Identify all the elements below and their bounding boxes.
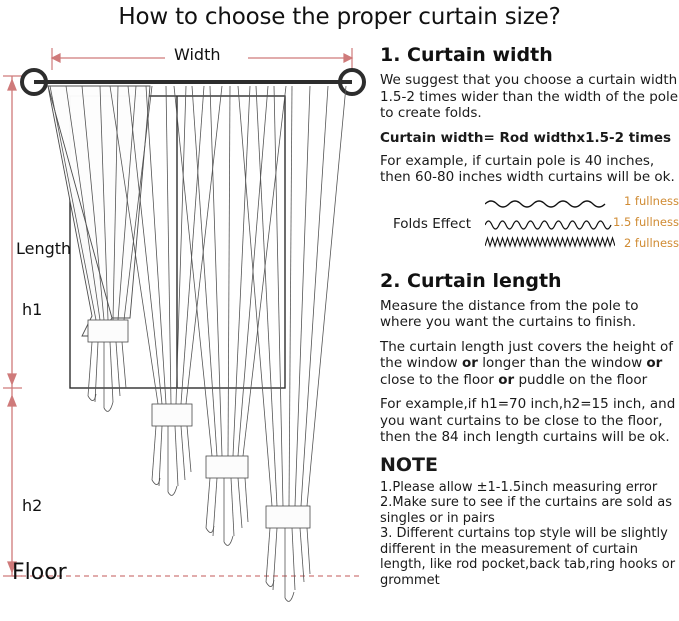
label-h2: h2 bbox=[22, 496, 43, 515]
label-length: Length bbox=[16, 239, 72, 258]
curtain-diagram-svg bbox=[0, 36, 380, 617]
curtain-diagram bbox=[0, 36, 380, 617]
section-length-heading: 2. Curtain length bbox=[380, 269, 562, 292]
curtain-width-formula: Curtain width= Rod widthx1.5-2 times bbox=[380, 129, 672, 146]
length-p2-part1: The curtain length just covers the height of the window bbox=[380, 338, 673, 371]
length-p2-part4: puddle on the floor bbox=[514, 371, 648, 388]
length-p2-part3: close to the floor bbox=[380, 371, 499, 388]
label-h1: h1 bbox=[22, 300, 43, 319]
length-p2-or2: or bbox=[646, 355, 663, 371]
page-title: How to choose the proper curtain size? bbox=[118, 4, 561, 30]
length-p2-part2: longer than the window bbox=[477, 355, 647, 371]
label-width: Width bbox=[174, 45, 221, 64]
note-item-1: 1.Please allow ±1-1.5inch measuring error bbox=[380, 479, 658, 495]
section-width-paragraph-2: For example, if curtain pole is 40 inches, then 60-80 inches width curtains will be ok. bbox=[380, 152, 675, 185]
folds-legend-1: 1 fullness bbox=[623, 193, 679, 208]
folds-effect-diagram bbox=[485, 194, 615, 256]
section-length-paragraph-1: Measure the distance from the pole to where you want the curtains to finish. bbox=[380, 297, 639, 330]
section-length-paragraph-3: For example,if h1=70 inch,h2=15 inch, and you want curtains to be close to the floor, then the 84 inch length curtains will be ok. bbox=[380, 396, 676, 445]
section-width-heading: 1. Curtain width bbox=[380, 44, 553, 66]
section-width-paragraph-1: We suggest that you choose a curtain width 1.5-2 times wider than the width of the pole to create folds. bbox=[380, 72, 679, 121]
folds-legend-3: 2 fullness bbox=[623, 235, 679, 250]
section-length-paragraph-2 bbox=[380, 339, 679, 389]
instructions-column bbox=[380, 44, 679, 617]
length-p2-or3: or bbox=[498, 371, 515, 388]
note-item-3: 3. Different curtains top style will be slightly different in the measurement of curtain length, like rod pocket,back tab,ring hooks or grommet bbox=[380, 526, 676, 588]
label-floor: Floor bbox=[12, 560, 67, 585]
length-p2-or1: or bbox=[461, 355, 478, 371]
folds-effect-label: Folds Effect bbox=[393, 215, 472, 232]
folds-legend-2: 1.5 fullness bbox=[612, 214, 679, 229]
note-heading: NOTE bbox=[380, 453, 438, 476]
folds-effect-block bbox=[380, 194, 679, 256]
note-item-2: 2.Make sure to see if the curtains are sold as singles or in pairs bbox=[380, 495, 673, 526]
